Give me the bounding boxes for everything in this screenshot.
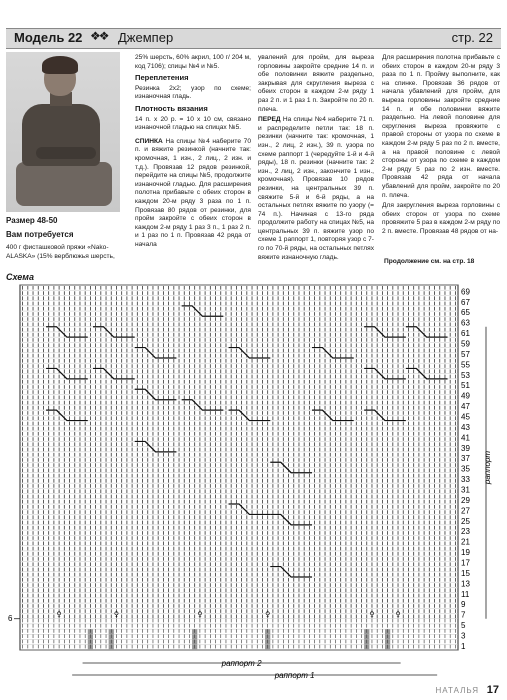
- knot-symbol: ♀: [113, 610, 120, 619]
- knot-symbol: ♀: [197, 610, 203, 619]
- row-number: 13: [461, 579, 470, 589]
- row-number: 55: [461, 360, 470, 370]
- back-text: На спицы №4 наберите 70 п. и вяжите резинкой (начните так: кромочная, 1 изн., 2 лиц., 2 изн. и т.д.). Провязав 12 рядов резинкой, перейдите на спицы №5, продолжите изнаночной гладью. Для расширения полотна прибавьте с обеих сторон в каждом 20-м ряду 3 раза по 1 п. Провязав 80 рядов от резинки, для пройм закройте с обеих сторон в каждом 2-м ряду 1 раз 3 п., 1 раз 2 п. и 1 раз по 1 п. Провязав 42 ряда от начала: [135, 137, 251, 248]
- row-number: 61: [461, 329, 470, 339]
- row-number: 29: [461, 495, 470, 505]
- chart-title: Схема: [6, 272, 34, 282]
- back-label: СПИНКА: [135, 137, 163, 145]
- row-number: 63: [461, 318, 470, 328]
- row-number: 69: [461, 287, 470, 297]
- gauge-heading: Плотность вязания: [135, 103, 208, 113]
- row-number: 59: [461, 339, 470, 349]
- size-heading: Размер 48-50: [6, 216, 58, 225]
- gauge-text: 14 п. х 20 р. = 10 х 10 см, связано изнаночной гладью на спицах №5.: [135, 115, 251, 132]
- row-number: 49: [461, 391, 470, 401]
- rapport-2-label: раппорт 2: [221, 659, 262, 668]
- row-number: 53: [461, 370, 470, 380]
- row-number: 5: [461, 621, 466, 631]
- knot-symbol: ♀: [395, 610, 401, 619]
- row-number: 23: [461, 527, 470, 537]
- row-number: 43: [461, 422, 470, 432]
- stitches-heading: Переплетения: [135, 73, 189, 83]
- yarn-composition: 25% шерсть, 60% акрил, 100 г/ 204 м, код 7106); спицы №4 и №5.: [135, 54, 251, 70]
- diamond-icon: ❖❖: [90, 29, 108, 43]
- model-number: Модель 22: [14, 30, 83, 45]
- front-label: ПЕРЕД: [258, 116, 281, 124]
- row-number: 65: [461, 308, 470, 318]
- materials-text: 400 г фисташковой пряжи «Nako-ALASKA» (15% верблюжья шерсть,: [6, 244, 115, 260]
- row-number: 11: [461, 589, 470, 599]
- rapport-label-right: раппорт: [483, 450, 492, 485]
- page-number: 17: [486, 684, 499, 696]
- row-number: 25: [461, 516, 470, 526]
- materials-heading: Вам потребуется: [6, 230, 74, 239]
- row-number: 19: [461, 548, 470, 558]
- magazine-name: НАТАЛЬЯ: [435, 686, 479, 695]
- row-number: 17: [461, 558, 470, 568]
- row-number: 67: [461, 297, 470, 307]
- row-number: 35: [461, 464, 470, 474]
- stitches-text: Резинка 2х2; узор по схеме; изнаночная гладь.: [135, 84, 251, 101]
- row-number: 31: [461, 485, 470, 495]
- pattern-page-ref: стр. 22: [451, 30, 493, 45]
- row-number: 37: [461, 454, 470, 464]
- neck-rounding-text: Для закругления выреза горловины с обеих сторон от узора по схеме провяжите 5 раз в каждом 2-м ряду по 2 п. вместе. Провязав 48 рядов от на-: [382, 202, 500, 235]
- back-neck-text: увалений для пройм, для выреза горловины закройте средние 14 п. и обе половинки вяжите раздельно, закрывая для скругления выреза с обеих сторон в каждом 2-м ряду 1 раз 2 п. и 1 раз 1 п. Закройте по 20 п. плеча.: [258, 54, 374, 113]
- knot-symbol: ♀: [369, 610, 375, 619]
- row-number: 7: [461, 610, 466, 620]
- row-number: 15: [461, 568, 470, 578]
- left-marker: 6: [8, 613, 13, 623]
- row-number: 1: [461, 641, 466, 651]
- row-number: 3: [461, 631, 466, 641]
- row-number: 47: [461, 402, 470, 412]
- row-number: 9: [461, 600, 466, 610]
- row-number: 51: [461, 381, 470, 391]
- row-number: 45: [461, 412, 470, 422]
- knot-symbol: ♀: [56, 610, 62, 619]
- rapport-1-label: раппорт 1: [274, 671, 315, 680]
- garment-title: Джемпер: [118, 30, 174, 45]
- row-number: 21: [461, 537, 470, 547]
- row-number: 41: [461, 433, 470, 443]
- row-number: 27: [461, 506, 470, 516]
- continued-note: Продолжение см. на стр. 18: [384, 258, 475, 265]
- row-number: 39: [461, 443, 470, 453]
- row-number: 33: [461, 475, 470, 485]
- front-shaping-text: Для расширения полотна прибавьте с обеих сторон в каждом 20-м ряду 3 раза по 1 п. Пройму выполните, как на спинке. Провязав 36 рядов от начала убавлений для пройм, для выреза горловины закройте средние 14 п. и обе половинки вяжите раздельно. На левой половине для скругления выреза провяжите с правой стороны от узора по схеме в каждом 2-м ряду 5 раз по 2 п. вместе, а на правой половине с левой стороны от узора по схеме в каждом 2-м ряду 5 раз по 2 изн. вместе. Провязав 42 ряда от начала убавлений для пройм, закройте по 20 п. плеча.: [382, 54, 500, 199]
- knot-symbol: ♀: [265, 610, 271, 619]
- front-text: На спицы №4 наберите 71 п. и распределите петли так: 18 п. резинки (начните так: кромочная, 1 изн., 2 лиц, 2 изн.), 39 п. узора по схеме раппорт 1 (чередуйте 1-й и 4-й ряды), 18 п. резинки (начните так: 2 изн., 2 лиц, 2 изн., закончите 1 изн., кромочная). Провязав 10 рядов резинки, на центральных 39 п. свяжите 5-й и 6-й ряды, а на остальных петлях вяжите по узору (= 74 п.). Начиная с 13-го ряда продолжите работу на спицах №5, на центральных 39 п. вяжите узор по схеме 1 раппорт 1, повторяя узор с 7-го по 70-й ряды, на остальных петлях вяжите изнаночную гладь.: [258, 116, 374, 261]
- row-number: 57: [461, 349, 470, 359]
